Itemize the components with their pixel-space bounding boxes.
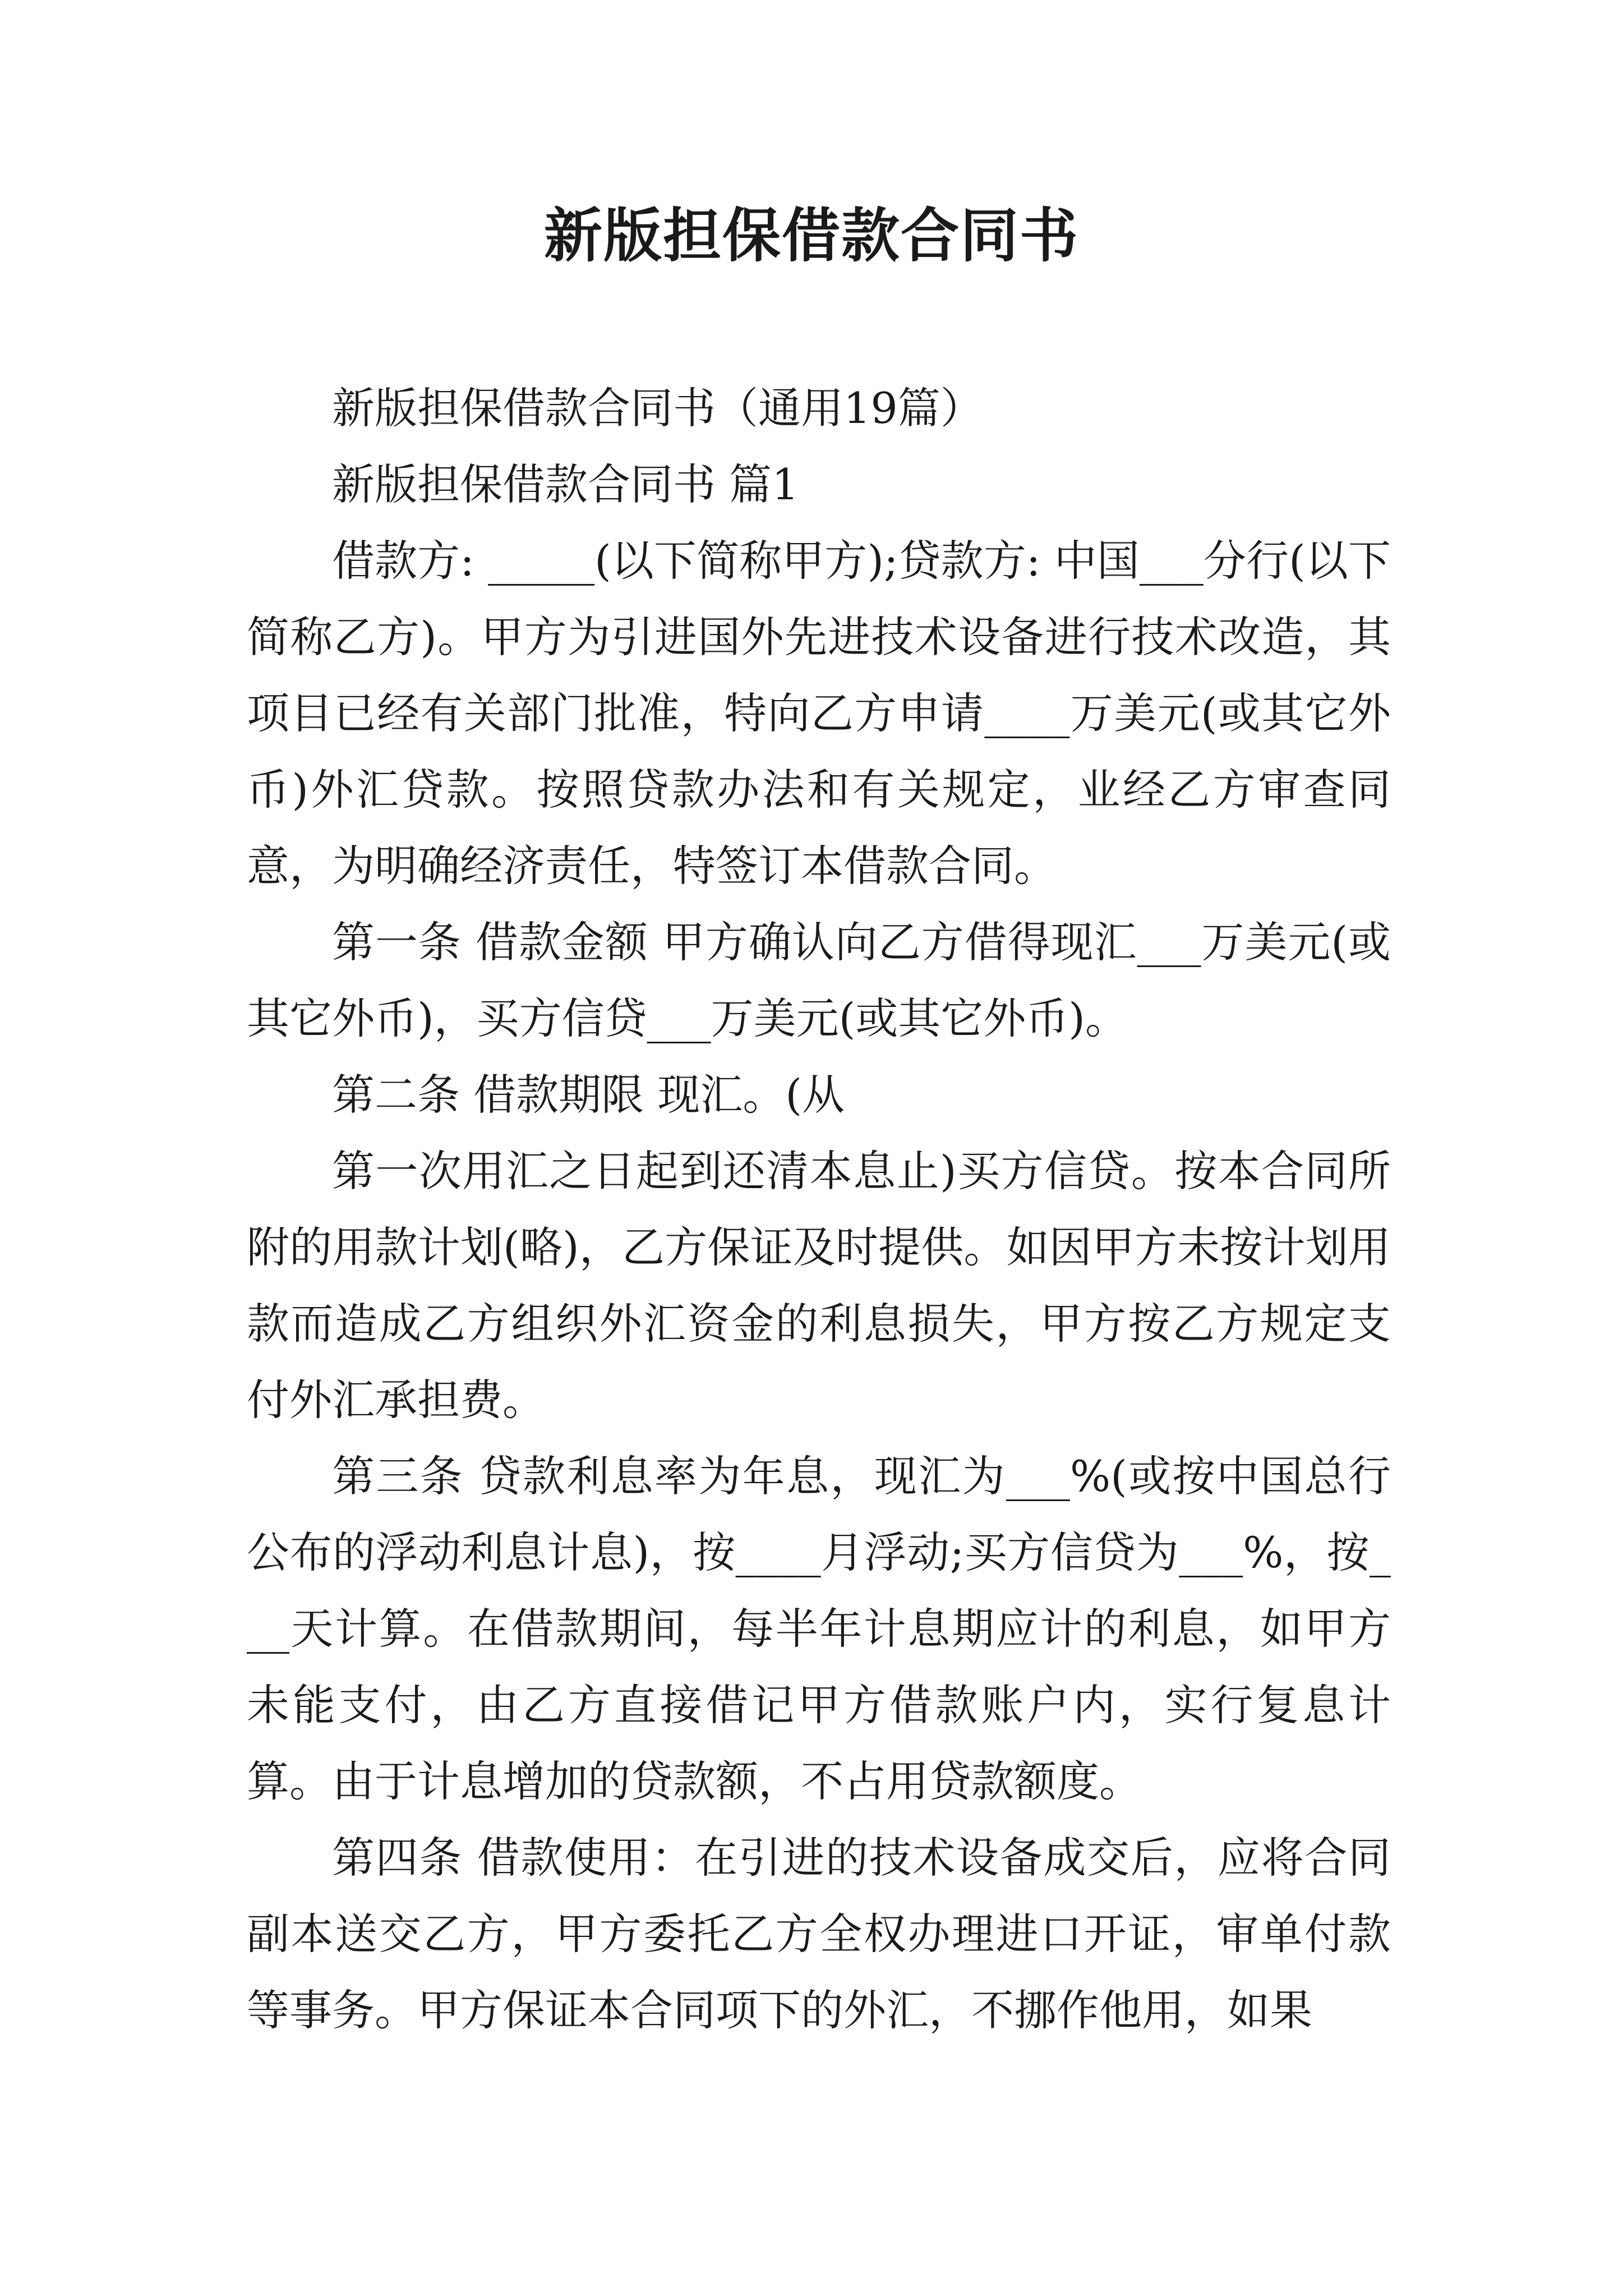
paragraph-article-3: 第三条 贷款利息率为年息，现汇为___%(或按中国总行公布的浮动利息计息)，按____月浮动;买方信贷为___%，按___天计算。在借款期间，每半年计息期应计的利息，如甲方未能支付，由乙方直接借记甲方借款账户内，实行复息计算。由于计息增加的贷款额，不占用贷款额度。 bbox=[247, 1451, 1391, 1806]
paragraph-subtitle: 新版担保借款合同书（通用19篇） bbox=[332, 383, 983, 433]
paragraph-article-4: 第四条 借款使用：在引进的技术设备成交后，应将合同副本送交乙方，甲方委托乙方全权办理进口开证，审单付款等事务。甲方保证本合同项下的外汇，不挪作他用，如果 bbox=[247, 1833, 1391, 2035]
paragraph-section-heading: 新版担保借款合同书 篇1 bbox=[332, 459, 799, 509]
document-title: 新版担保借款合同书 bbox=[543, 201, 1079, 270]
paragraph-article-2-cont: 第一次用汇之日起到还清本息止)买方信贷。按本合同所附的用款计划(略)，乙方保证及时提供。如因甲方未按计划用款而造成乙方组织外汇资金的利息损失，甲方按乙方规定支付外汇承担费。 bbox=[247, 1146, 1391, 1425]
paragraph-article-1: 第一条 借款金额 甲方确认向乙方借得现汇___万美元(或其它外币)，买方信贷___万美元(或其它外币)。 bbox=[247, 917, 1391, 1043]
paragraph-parties: 借款方: _____(以下简称甲方);贷款方: 中国___分行(以下简称乙方)。甲方为引进国外先进技术设备进行技术改造，其项目已经有关部门批准，特向乙方申请____万美元(或其它外币)外汇贷款。按照贷款办法和有关规定，业经乙方审查同意，为明确经济责任，特签订本借款合同。 bbox=[247, 536, 1391, 891]
document-body bbox=[247, 370, 1391, 2049]
paragraph-article-2: 第二条 借款期限 现汇。(从 bbox=[332, 1070, 845, 1120]
